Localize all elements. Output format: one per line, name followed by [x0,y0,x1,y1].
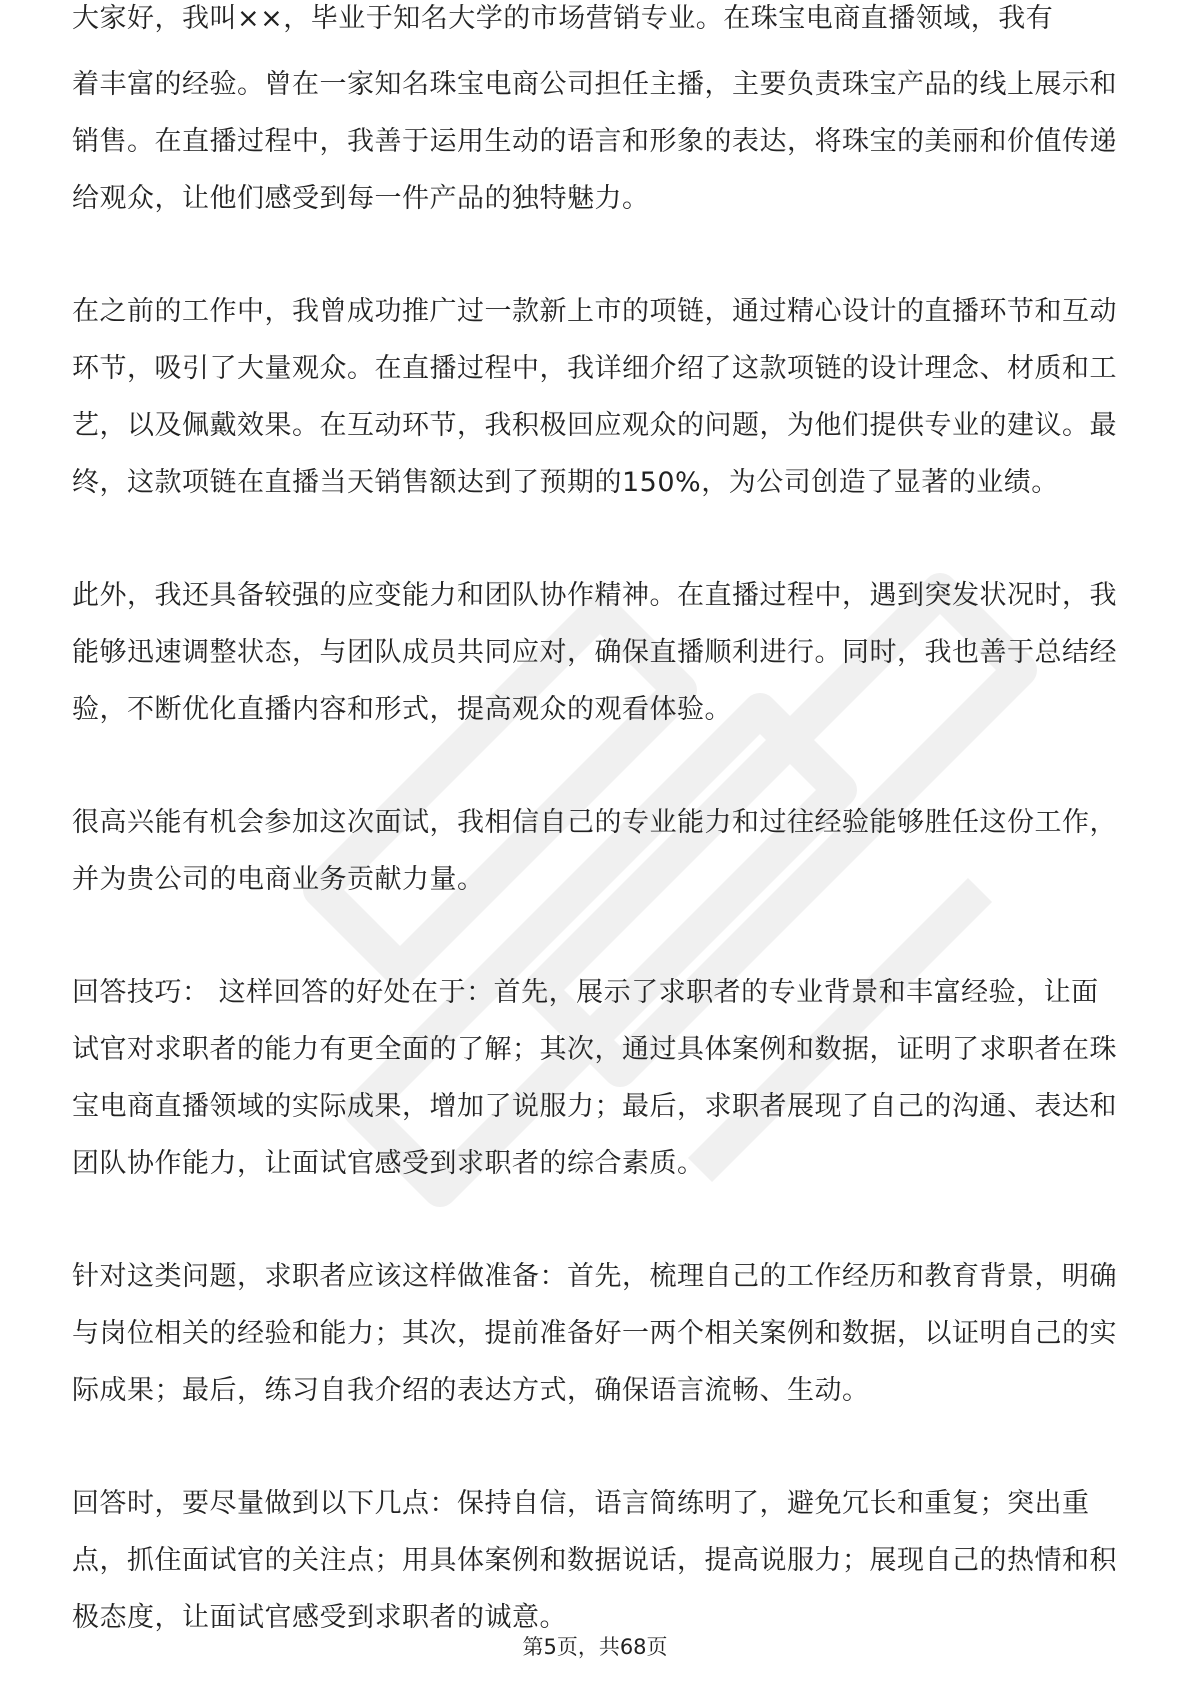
document-body [72,56,1122,1702]
paragraph-experience: 着丰富的经验。曾在一家知名珠宝电商公司担任主播，主要负责珠宝产品的线上展示和销售。在直播过程中，我善于运用生动的语言和形象的表达，将珠宝的美丽和价值传递给观众，让他们感受到每一件产品的独特魅力。 [72,69,1117,214]
paragraph-necklace-case: 在之前的工作中，我曾成功推广过一款新上市的项链，通过精心设计的直播环节和互动环节，吸引了大量观众。在直播过程中，我详细介绍了这款项链的设计理念、材质和工艺，以及佩戴效果。在互动环节，我积极回应观众的问题，为他们提供专业的建议。最终，这款项链在直播当天销售额达到了预期的150%，为公司创造了显著的业绩。 [72,296,1117,498]
paragraph-teamwork: 此外，我还具备较强的应变能力和团队协作精神。在直播过程中，遇到突发状况时，我能够迅速调整状态，与团队成员共同应对，确保直播顺利进行。同时，我也善于总结经验，不断优化直播内容和形式，提高观众的观看体验。 [72,580,1117,725]
cut-off-top-line [72,3,1122,56]
paragraph-closing: 很高兴能有机会参加这次面试，我相信自己的专业能力和过往经验能够胜任这份工作，并为贵公司的电商业务贡献力量。 [72,807,1117,895]
paragraph-answer-tips: 回答技巧： 这样回答的好处在于：首先，展示了求职者的专业背景和丰富经验，让面试官对求职者的能力有更全面的了解；其次，通过具体案例和数据，证明了求职者在珠宝电商直播领域的实际成果，增加了说服力；最后，求职者展现了自己的沟通、表达和团队协作能力，让面试官感受到求职者的综合素质。 [72,977,1117,1179]
paragraph-answer-points: 回答时，要尽量做到以下几点：保持自信，语言简练明了，避免冗长和重复；突出重点，抓住面试官的关注点；用具体案例和数据说话，提高说服力；展现自己的热情和积极态度，让面试官感受到求职者的诚意。 [72,1488,1117,1633]
paragraph-preparation: 针对这类问题，求职者应该这样做准备：首先，梳理自己的工作经历和教育背景，明确与岗位相关的经验和能力；其次，提前准备好一两个相关案例和数据，以证明自己的实际成果；最后，练习自我介绍的表达方式，确保语言流畅、生动。 [72,1261,1117,1406]
page-number: 第5页，共68页 [522,1635,668,1659]
cut-off-top-text: 大家好，我叫××，毕业于知名大学的市场营销专业。在珠宝电商直播领域，我有 [72,3,1054,34]
